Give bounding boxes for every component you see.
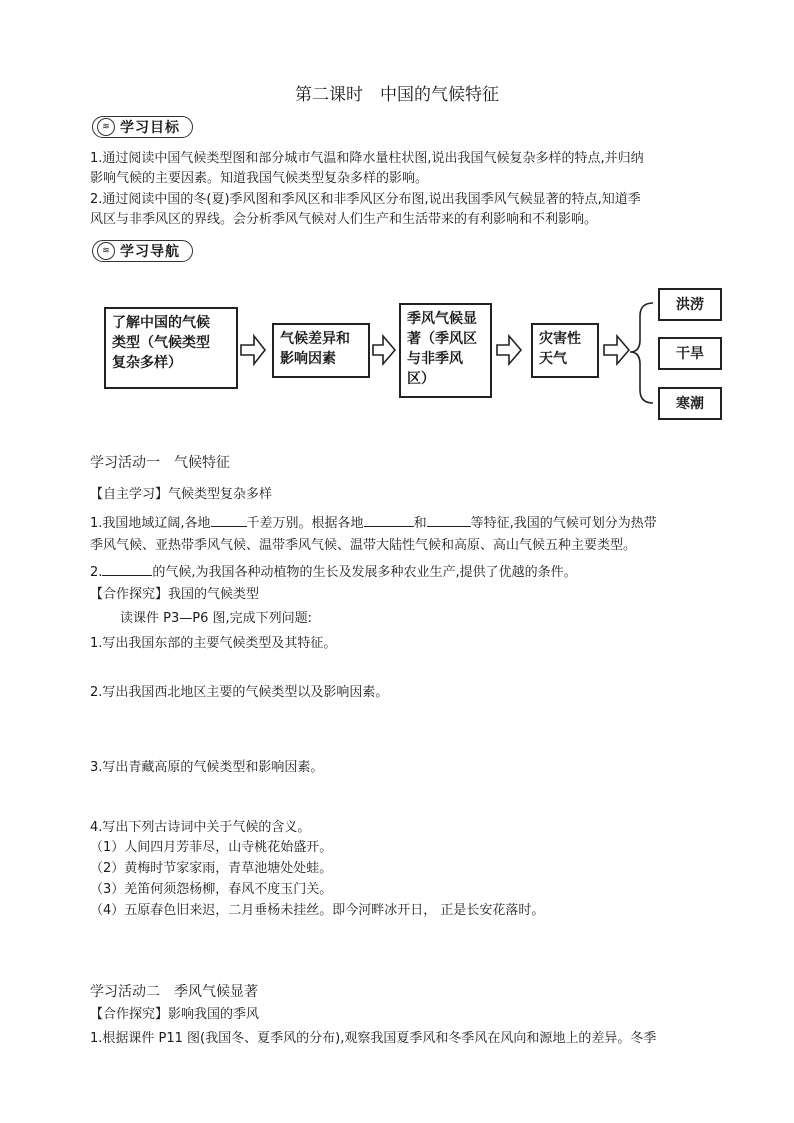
self-study-heading: 【自主学习】气候类型复杂多样: [90, 487, 273, 502]
flow-box-line: 灾害性: [539, 331, 581, 347]
poem-item: （4）五原春色旧来迟，二月垂杨未挂丝。即今河畔冰开日， 正是长安花落时。: [90, 903, 545, 918]
flow-box-line: 复杂多样）: [112, 355, 182, 371]
poem-item: （2）黄梅时节家家雨，青草池塘处处蛙。: [90, 861, 333, 876]
objective-line: 2.通过阅读中国的冬(夏)季风图和季风区和非季风区分布图,说出我国季风气候显著的特点,知道季: [90, 192, 641, 207]
navigation-badge-label: 学习导航: [120, 244, 180, 260]
flow-box-line: 区）: [407, 371, 435, 387]
branch-brace-icon: [630, 303, 653, 403]
question-text: 等特征,我国的气候可划分为热带: [470, 516, 657, 531]
arrow-icon: [241, 336, 265, 364]
question-item: 3.写出青藏高原的气候类型和影响因素。: [90, 760, 324, 775]
question-text: 和: [413, 516, 427, 531]
question-text: 千差万别。根据各地: [246, 516, 364, 531]
answer-blank[interactable]: [102, 561, 152, 576]
answer-blank[interactable]: [211, 512, 247, 527]
fill-question-2: [90, 561, 720, 583]
flow-box-line: 了解中国的气候: [112, 315, 210, 331]
question-item: 4.写出下列古诗词中关于气候的含义。: [90, 820, 311, 835]
flow-box-line: 类型（气候类型: [112, 335, 210, 351]
answer-blank[interactable]: [427, 512, 471, 527]
objective-line: 风区与非季风区的界线。会分析季风气候对人们生产和生活带来的有利影响和不利影响。: [90, 212, 598, 227]
question-item: 2.写出我国西北地区主要的气候类型以及影响因素。: [90, 685, 389, 700]
question-text: 1.我国地域辽阔,各地: [90, 516, 211, 531]
objective-line: 1.通过阅读中国气候类型图和部分城市气温和降水量柱状图,说出我国气候复杂多样的特点,并归纳: [90, 151, 644, 166]
flow-box-line: 季风气候显: [407, 311, 477, 327]
objectives-badge-label: 学习目标: [120, 120, 180, 136]
flow-outcome-flood: 洪涝: [658, 288, 722, 321]
poem-item: （3）羌笛何须怨杨柳，春风不度玉门关。: [90, 882, 333, 897]
page-title: 第二课时 中国的气候特征: [295, 85, 499, 105]
question-item: 1.根据课件 P11 图(我国冬、夏季风的分布),观察我国夏季风和冬季风在风向和源地上的差异。冬季: [90, 1031, 657, 1046]
fill-question-1: [90, 512, 720, 534]
flow-box-line: 著（季风区: [407, 331, 477, 347]
question-text: 2.: [90, 565, 103, 580]
coop-heading: 【合作探究】我国的气候类型: [90, 587, 260, 602]
fill-question-1-cont: 季风气候、亚热带季风气候、温带季风气候、温带大陆性气候和高原、高山气候五种主要类型。: [90, 538, 637, 553]
arrow-icon: [604, 336, 629, 364]
poem-item: （1）人间四月芳菲尽，山寺桃花始盛开。: [90, 840, 333, 855]
question-text: 的气候,为我国各种动植物的生长及发展多种农业生产,提供了优越的条件。: [152, 565, 577, 580]
book-icon: ≋: [97, 118, 115, 136]
coop-heading: 【合作探究】影响我国的季风: [90, 1007, 260, 1022]
flow-outcome-drought: 干旱: [658, 337, 722, 370]
flow-outcome-cold-wave: 寒潮: [658, 387, 722, 420]
flow-box-line: 气候差异和: [280, 331, 350, 347]
question-item: 1.写出我国东部的主要气候类型及其特征。: [90, 636, 337, 651]
answer-blank[interactable]: [364, 512, 414, 527]
activity1-heading: 学习活动一 气候特征: [90, 455, 230, 471]
flow-box-line: 影响因素: [280, 351, 336, 367]
book-icon: ≋: [97, 242, 115, 260]
arrow-icon: [373, 336, 395, 364]
instruction: 读课件 P3—P6 图,完成下列问题:: [120, 611, 312, 626]
arrow-icon: [497, 336, 521, 364]
flow-box-line: 天气: [539, 351, 567, 367]
objective-line: 影响气候的主要因素。知道我国气候类型复杂多样的影响。: [90, 171, 429, 186]
activity2-heading: 学习活动二 季风气候显著: [90, 984, 258, 1000]
flow-box-line: 与非季风: [407, 351, 463, 367]
